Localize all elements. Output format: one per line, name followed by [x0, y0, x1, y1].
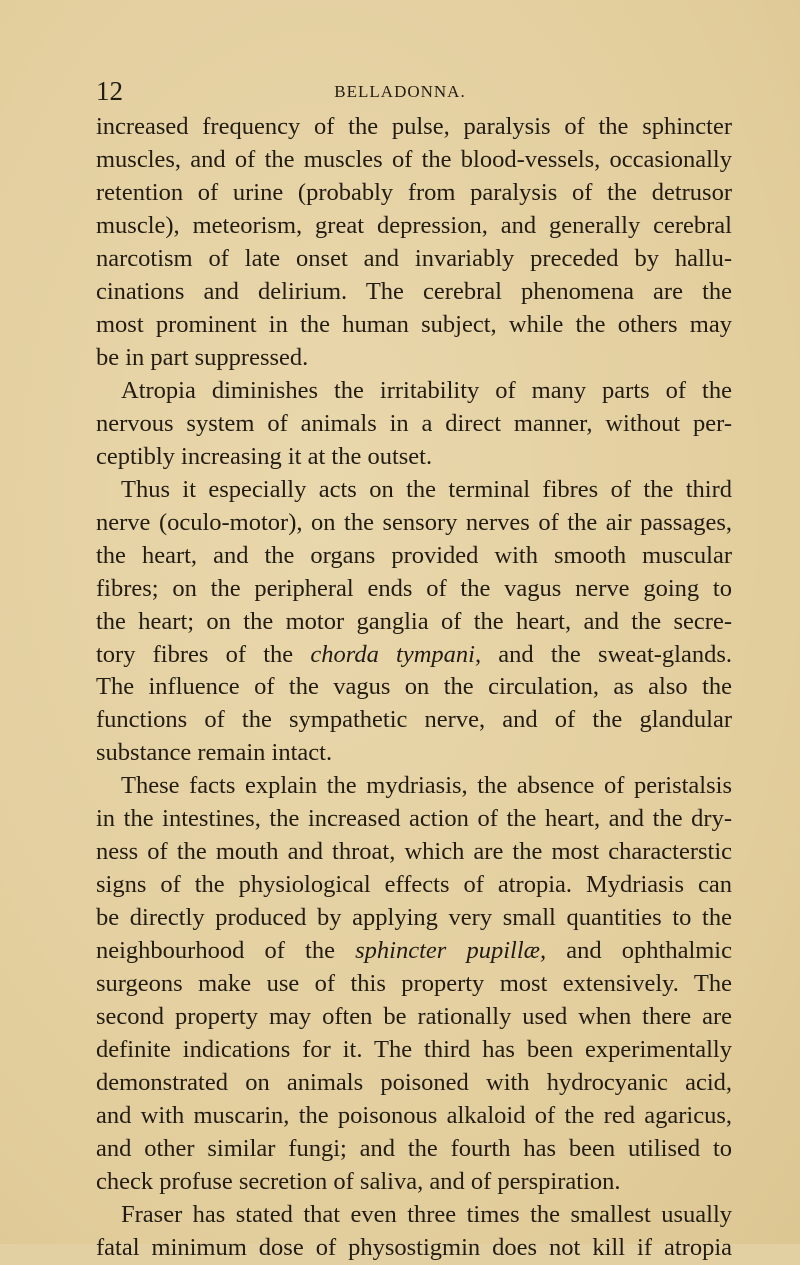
text-line — [96, 1001, 732, 1034]
text-segment: most prominent in the human subject, while the others may — [96, 310, 732, 338]
text-segment: surgeons make use of this property most extensively. The — [96, 970, 732, 998]
text-line — [96, 1133, 732, 1166]
text-line — [96, 935, 732, 968]
text-line — [96, 1232, 732, 1265]
text-line — [96, 375, 732, 408]
body-text — [96, 111, 732, 1265]
page-number: 12 — [96, 76, 123, 106]
text-line — [96, 441, 732, 474]
text-line — [96, 573, 732, 606]
text-segment: and ophthalmic — [546, 937, 732, 965]
text-segment: muscle), meteorism, great depression, and generally cerebral — [96, 211, 732, 239]
text-line — [96, 276, 732, 309]
text-line — [96, 474, 732, 507]
text-line — [96, 803, 732, 836]
text-line — [96, 1166, 732, 1199]
text-segment: Fraser has stated that even three times the smallest usually — [121, 1200, 732, 1228]
text-line — [96, 1034, 732, 1067]
text-line — [96, 869, 732, 902]
text-segment: The influence of the vagus on the circulation, as also the — [96, 673, 732, 701]
text-segment: definite indications for it. The third has been experimentally — [96, 1036, 732, 1064]
text-line — [96, 606, 732, 639]
text-line — [96, 408, 732, 441]
text-segment: check profuse secretion of saliva, and of perspiration. — [96, 1168, 621, 1195]
text-line — [96, 639, 732, 672]
text-segment: the heart; on the motor ganglia of the heart, and the secre- — [96, 607, 732, 635]
text-line — [96, 144, 732, 177]
text-line — [96, 243, 732, 276]
text-segment: nervous system of animals in a direct manner, without per- — [96, 409, 732, 437]
text-segment: the heart, and the organs provided with smooth muscular — [96, 541, 732, 569]
text-segment: increased frequency of the pulse, paralysis of the sphincter — [96, 113, 732, 140]
text-line — [96, 309, 732, 342]
text-segment: retention of urine (probably from paralysis of the detrusor — [96, 178, 732, 206]
text-segment: narcotism of late onset and invariably preceded by hallu- — [96, 244, 732, 272]
text-line — [96, 111, 732, 144]
text-segment: functions of the sympathetic nerve, and of the glandular — [96, 706, 732, 734]
text-segment: and other similar fungi; and the fourth has been utilised to — [96, 1135, 732, 1163]
text-line — [96, 704, 732, 737]
text-segment: Atropia diminishes the irritability of many parts of the — [121, 376, 732, 404]
text-segment: be in part suppressed. — [96, 343, 309, 371]
text-line — [96, 177, 732, 210]
text-line — [96, 770, 732, 803]
text-segment: signs of the physiological effects of atropia. Mydriasis can — [96, 871, 732, 899]
text-segment: ceptibly increasing it at the outset. — [96, 442, 433, 470]
text-line — [96, 1199, 732, 1232]
text-line — [96, 902, 732, 935]
text-segment: Thus it especially acts on the terminal fibres of the third — [121, 475, 732, 503]
italic-text: sphincter pupillæ, — [355, 937, 547, 965]
text-line — [96, 671, 732, 704]
text-segment: tory fibres of the — [96, 640, 311, 668]
text-line — [96, 836, 732, 869]
text-segment: and the sweat-glands. — [481, 640, 732, 668]
text-line — [96, 507, 732, 540]
text-segment: substance remain intact. — [96, 739, 333, 767]
text-segment: and with muscarin, the poisonous alkaloid of the red agaricus, — [96, 1102, 732, 1130]
text-segment: demonstrated on animals poisoned with hydrocyanic acid, — [96, 1069, 732, 1097]
text-line — [96, 968, 732, 1001]
text-segment: fibres; on the peripheral ends of the vagus nerve going to — [96, 574, 732, 602]
text-segment: cinations and delirium. The cerebral phenomena are the — [96, 277, 732, 305]
text-line — [96, 342, 732, 375]
text-line — [96, 1067, 732, 1100]
running-title: BELLADONNA. — [334, 82, 466, 101]
text-segment: be directly produced by applying very small quantities to the — [96, 904, 732, 932]
text-segment: neighbourhood of the — [96, 937, 356, 965]
text-line — [96, 737, 732, 770]
text-segment: ness of the mouth and throat, which are the most characterstic — [96, 838, 732, 866]
text-segment: muscles, and of the muscles of the blood-vessels, occasionally — [96, 145, 732, 173]
text-segment: These facts explain the mydriasis, the absence of peristalsis — [121, 772, 732, 800]
text-line — [96, 540, 732, 573]
text-segment: in the intestines, the increased action of the heart, and the dry- — [96, 805, 732, 833]
text-line — [96, 210, 732, 243]
text-segment: fatal minimum dose of physostigmin does not kill if atropia — [96, 1233, 732, 1261]
italic-text: chorda tympani, — [310, 640, 482, 668]
text-line — [96, 1100, 732, 1133]
text-segment: nerve (oculo-motor), on the sensory nerves of the air passages, — [96, 508, 732, 536]
text-segment: second property may often be rationally used when there are — [96, 1003, 732, 1031]
